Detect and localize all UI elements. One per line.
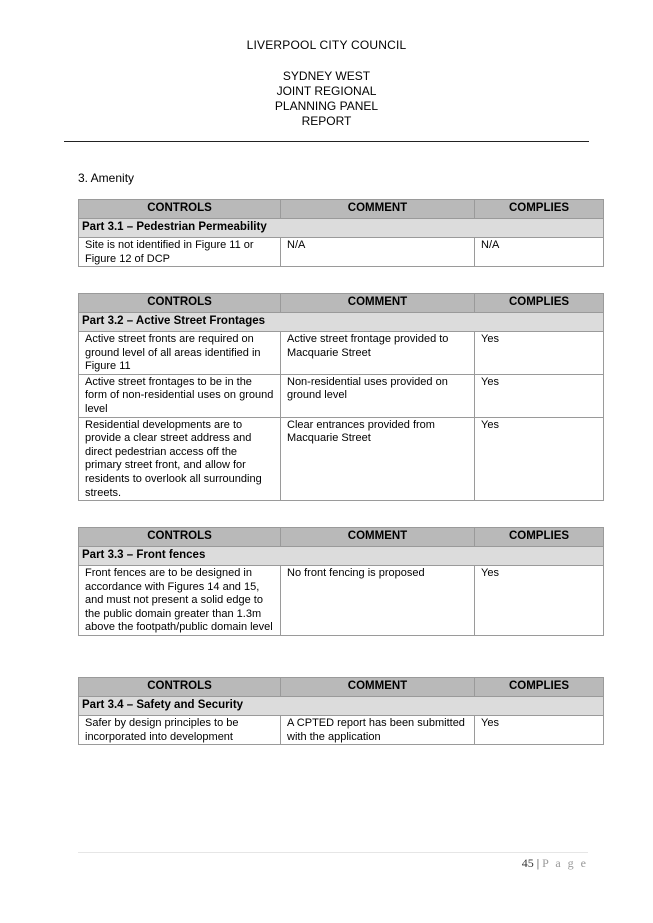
comment-cell: No front fencing is proposed	[281, 566, 475, 636]
comment-cell: Active street frontage provided to Macquarie Street	[281, 332, 475, 375]
part-row	[79, 313, 604, 332]
report-header	[0, 38, 653, 129]
panel-line: SYDNEY WEST	[282, 69, 371, 83]
col-complies-header: COMPLIES	[475, 294, 604, 313]
col-controls-header: CONTROLS	[79, 528, 281, 547]
table-row	[79, 238, 604, 267]
control-cell: Safer by design principles to be incorporated into development	[79, 716, 281, 745]
comment-cell: Clear entrances provided from Macquarie Street	[281, 417, 475, 501]
part-row	[79, 547, 604, 566]
page-number: 45	[521, 856, 534, 870]
page-label: P a g e	[542, 856, 588, 870]
col-complies-header: COMPLIES	[475, 678, 604, 697]
complies-cell: Yes	[475, 716, 604, 745]
col-complies-header: COMPLIES	[475, 528, 604, 547]
controls-table	[78, 199, 604, 267]
table-row	[79, 332, 604, 375]
control-cell: Site is not identified in Figure 11 or Figure 12 of DCP	[79, 238, 281, 267]
control-cell: Front fences are to be designed in accordance with Figures 14 and 15, and must not present a solid edge to the public domain greater than 1.3m above the footpath/public domain level	[79, 566, 281, 636]
col-comment-header: COMMENT	[281, 200, 475, 219]
complies-cell: Yes	[475, 374, 604, 417]
header-divider	[64, 141, 589, 142]
col-comment-header: COMMENT	[281, 678, 475, 697]
footer-divider	[78, 852, 588, 853]
part-title: Part 3.2 – Active Street Frontages	[79, 313, 604, 332]
page-footer	[522, 856, 588, 871]
controls-table	[78, 527, 604, 636]
complies-cell: Yes	[475, 332, 604, 375]
col-controls-header: CONTROLS	[79, 294, 281, 313]
control-cell: Active street frontages to be in the form of non-residential uses on ground level	[79, 374, 281, 417]
controls-table	[78, 677, 604, 745]
table-row	[79, 716, 604, 745]
table-header-row	[79, 528, 604, 547]
part-row	[79, 697, 604, 716]
part-row	[79, 219, 604, 238]
table-header-row	[79, 294, 604, 313]
part-title: Part 3.1 – Pedestrian Permeability	[79, 219, 604, 238]
part-title: Part 3.4 – Safety and Security	[79, 697, 604, 716]
table-header-row	[79, 678, 604, 697]
comment-cell: N/A	[281, 238, 475, 267]
control-cell: Active street fronts are required on ground level of all areas identified in Figure 11	[79, 332, 281, 375]
col-comment-header: COMMENT	[281, 528, 475, 547]
page-separator: |	[536, 856, 540, 870]
comment-cell: A CPTED report has been submitted with the application	[281, 716, 475, 745]
table-row	[79, 566, 604, 636]
col-comment-header: COMMENT	[281, 294, 475, 313]
panel-line: REPORT	[301, 114, 352, 128]
comment-cell: Non-residential uses provided on ground level	[281, 374, 475, 417]
table-row	[79, 374, 604, 417]
controls-table	[78, 293, 604, 501]
section-title: 3. Amenity	[78, 171, 135, 185]
council-name: LIVERPOOL CITY COUNCIL	[246, 38, 407, 52]
panel-line: PLANNING PANEL	[274, 99, 379, 113]
col-controls-header: CONTROLS	[79, 678, 281, 697]
col-controls-header: CONTROLS	[79, 200, 281, 219]
part-title: Part 3.3 – Front fences	[79, 547, 604, 566]
col-complies-header: COMPLIES	[475, 200, 604, 219]
control-cell: Residential developments are to provide a clear street address and direct pedestrian access off the primary street front, and allow for residents to overlook all surrounding streets.	[79, 417, 281, 501]
complies-cell: N/A	[475, 238, 604, 267]
complies-cell: Yes	[475, 417, 604, 501]
complies-cell: Yes	[475, 566, 604, 636]
table-row	[79, 417, 604, 501]
panel-line: JOINT REGIONAL	[276, 84, 377, 98]
table-header-row	[79, 200, 604, 219]
